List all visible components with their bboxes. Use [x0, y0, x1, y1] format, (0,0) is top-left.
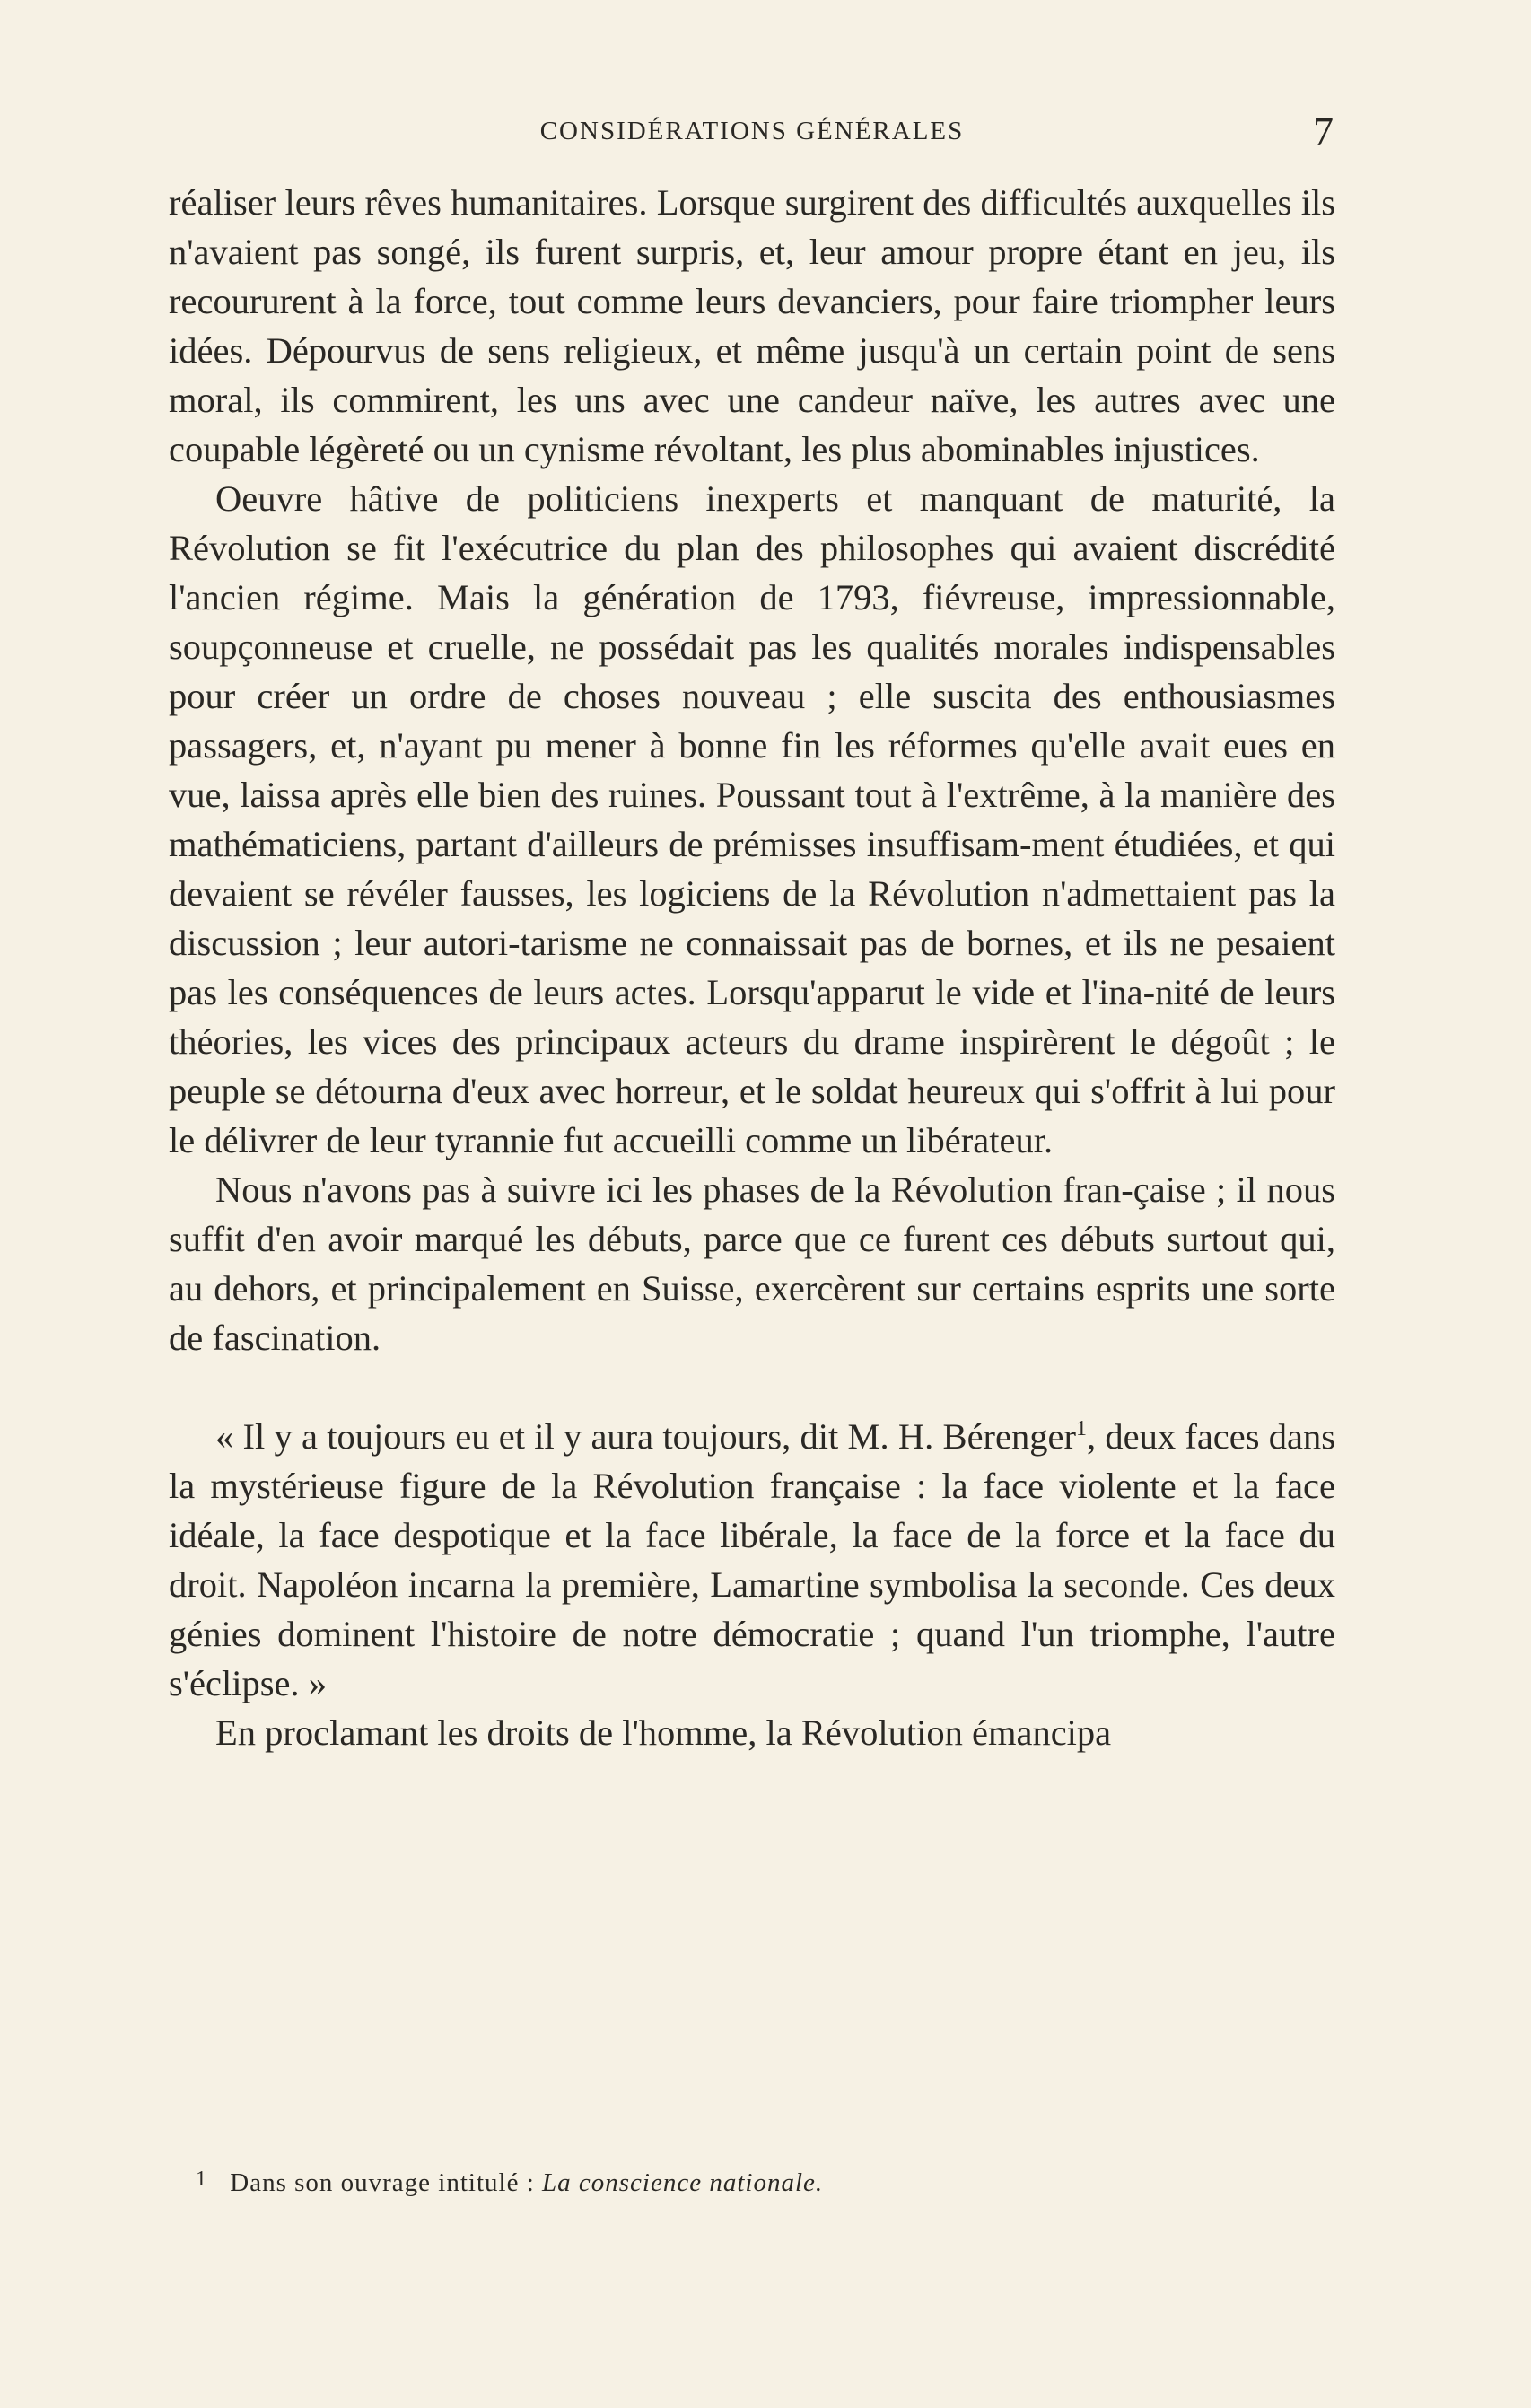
paragraph: réaliser leurs rêves humanitaires. Lorsque surgirent des difficultés auxquelles ils n'avaient pas songé, ils furent surpris, et, leur amour propre étant en jeu, ils recoururent à la force, tout comme leurs devanciers, pour faire triompher leurs idées. Dépourvus de sens religieux, et même jusqu'à un certain point de sens moral, ils commirent, les uns avec une candeur naïve, les autres avec une coupable légèreté ou un cynisme révoltant, les plus abominables injustices. — [169, 182, 1335, 469]
quote-text: « Il y a toujours eu et il y aura toujours, dit M. H. Bérenger — [215, 1416, 1076, 1457]
running-title: CONSIDÉRATIONS GÉNÉRALES — [539, 117, 965, 145]
quote-text: , deux faces dans la mystérieuse figure de la Révolution française : la face violente et la face idéale, la face despotique et la face libérale, la face de la force et la face du droit. Napoléon incarna la première, Lamartine symbolisa la seconde. Ces deux génies dominent l'histoire de notre démocratie ; quand l'un triomphe, l'autre s'éclipse. » — [169, 1416, 1336, 1703]
paragraph: Oeuvre hâtive de politiciens inexperts et manquant de maturité, la Révolution se fit l'exécutrice du plan des philosophes qui avaient discrédité l'ancien régime. Mais la génération de 1793, fiévreuse, impressionnable, soupçonneuse et cruelle, ne possédait pas les qualités morales indispensables pour créer un ordre de choses nouveau ; elle suscita des enthousiasmes passagers, et, n'ayant pu mener à bonne fin les réformes qu'elle avait eues en vue, laissa après elle bien des ruines. Poussant tout à l'extrême, à la manière des mathématiciens, partant d'ailleurs de prémisses insuffisam-ment étudiées, et qui devaient se révéler fausses, les logiciens de la Révolution n'admettaient pas la discussion ; leur autori-tarisme ne connaissait pas de bornes, et ils ne pesaient pas les conséquences de leurs actes. Lorsqu'apparut le vide et l'ina-nité de leurs théories, les vices des principaux acteurs du drame inspirèrent le dégoût ; le peuple se détourna d'eux avec horreur, et le soldat heureux qui s'offrit à lui pour le délivrer de leur tyrannie fut accueilli comme un libérateur. — [169, 478, 1335, 1160]
footnote — [196, 2161, 1335, 2201]
footnote-book-title: La conscience nationale. — [542, 2168, 824, 2197]
paragraph: En proclamant les droits de l'homme, la Révolution émancipa — [215, 1712, 1112, 1753]
page-number: 7 — [1313, 109, 1334, 154]
quote-paragraph — [169, 1412, 1335, 1708]
paragraph-gap — [169, 1362, 1335, 1412]
page-header — [171, 109, 1334, 167]
footnote-text: Dans son ouvrage intitulé : — [230, 2168, 535, 2197]
footnote-reference[interactable]: 1 — [1075, 1417, 1087, 1440]
footnote-marker: 1 — [196, 2167, 207, 2191]
body-text — [169, 178, 1335, 1757]
paragraph: Nous n'avons pas à suivre ici les phases de la Révolution fran-çaise ; il nous suffit d'en avoir marqué les débuts, parce que ce furent ces débuts surtout qui, au dehors, et principalement en Suisse, exercèrent sur certains esprits une sorte de fascination. — [169, 1169, 1335, 1358]
